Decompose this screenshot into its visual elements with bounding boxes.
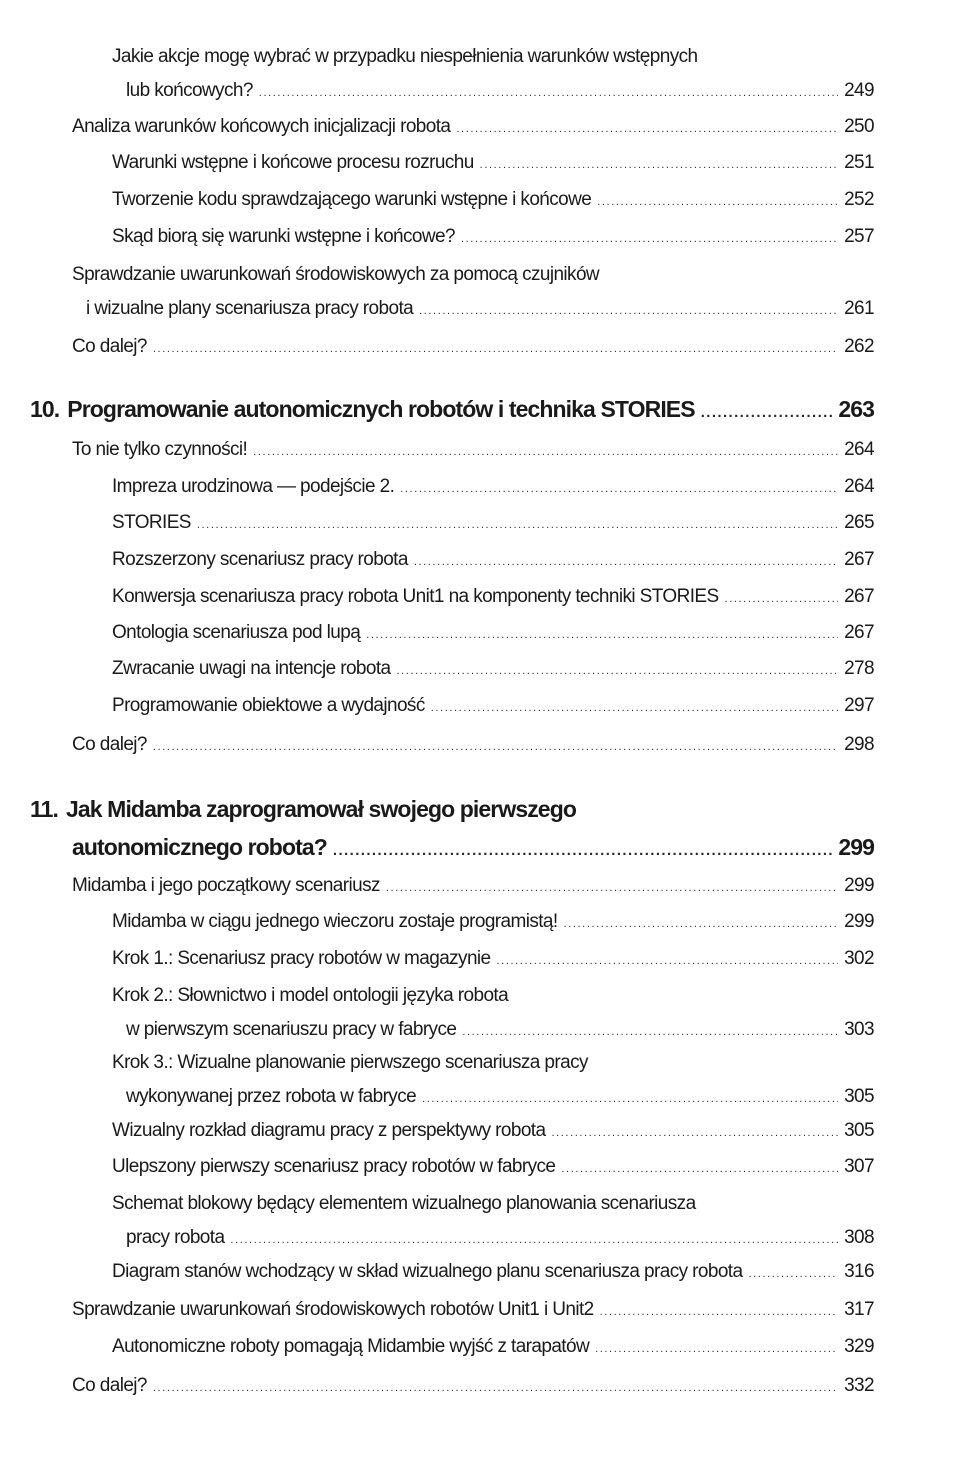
toc-entry-line [112, 580, 874, 614]
toc-entry-title: Krok 1.: Scenariusz pracy robotów w magazynie [112, 948, 491, 969]
page-number: 307 [844, 1156, 874, 1177]
page-number: 264 [844, 476, 874, 497]
dot-leader [333, 832, 832, 870]
toc-entry [112, 183, 874, 217]
toc-entry [112, 616, 874, 650]
toc-entry [112, 580, 874, 614]
toc-entry-line [112, 506, 874, 540]
page-number: 317 [844, 1299, 874, 1320]
toc-entry [112, 979, 874, 1047]
toc-entry [72, 110, 874, 144]
toc-entry [112, 40, 874, 108]
toc-entry-title: Rozszerzony scenariusz pracy robota [112, 549, 408, 570]
dot-leader [230, 1223, 838, 1257]
toc-entry-line [72, 869, 874, 903]
dot-leader [564, 907, 839, 941]
chapter-title: autonomicznego robota? [72, 834, 327, 860]
toc-entry-title: Krok 2.: Słownictwo i model ontologii języka robota [112, 985, 509, 1006]
toc-entry-title: Schemat blokowy będący elementem wizualnego planowania scenariusza [112, 1193, 696, 1214]
page-number: 298 [844, 734, 874, 755]
chapter-number: 11. [30, 796, 59, 822]
dot-leader [153, 332, 838, 366]
page-number: 250 [844, 116, 874, 137]
dot-leader [422, 1082, 838, 1116]
chapter-heading-line [30, 790, 874, 828]
toc-entry-line [112, 979, 874, 1013]
dot-leader [497, 944, 839, 978]
toc-entry-line [112, 1150, 874, 1184]
toc-entry-title: Midamba w ciągu jednego wieczoru zostaje programistą! [112, 911, 558, 932]
page-number: 332 [844, 1375, 874, 1396]
toc-entry [72, 258, 874, 326]
toc-entry-line [112, 183, 874, 217]
dot-leader [456, 112, 838, 146]
toc-entry-line [112, 1221, 874, 1255]
page-number: 299 [844, 875, 874, 896]
page-number: 299 [838, 834, 874, 860]
toc-entry-title: Zwracanie uwagi na intencje robota [112, 658, 391, 679]
toc-entry-line [112, 1080, 874, 1114]
dot-leader [153, 1371, 838, 1405]
dot-leader [600, 1295, 838, 1329]
toc-entry-title: Tworzenie kodu sprawdzającego warunki wstępne i końcowe [112, 189, 592, 210]
toc-entry [112, 942, 874, 976]
toc-entry [112, 1187, 874, 1255]
page-number: 302 [844, 948, 874, 969]
toc-entry-line [112, 1187, 874, 1221]
dot-leader [414, 545, 838, 579]
dot-leader [748, 1257, 838, 1291]
toc-entry-line [112, 1114, 874, 1148]
toc-entry-line [112, 942, 874, 976]
toc-entry [72, 728, 874, 762]
page-number: 251 [844, 152, 874, 173]
dot-leader [480, 148, 838, 182]
toc-entry-title: Konwersja scenariusza pracy robota Unit1 na komponenty techniki STORIES [112, 586, 719, 607]
toc-entry [112, 470, 874, 504]
dot-leader [397, 654, 839, 688]
toc-entry-line [72, 728, 874, 762]
dot-leader [595, 1332, 838, 1366]
toc-entry-line [72, 1369, 874, 1403]
toc-entry [112, 1330, 874, 1364]
dot-leader [461, 222, 838, 256]
toc-entry [112, 506, 874, 540]
dot-leader [561, 1152, 838, 1186]
dot-leader [366, 618, 838, 652]
page-number: 267 [844, 549, 874, 570]
page-number: 299 [844, 911, 874, 932]
toc-entry-title: Ontologia scenariusza pod lupą [112, 622, 361, 643]
toc-entry-title: Co dalej? [72, 336, 147, 357]
toc-entry-line [112, 652, 874, 686]
toc-entry-title: Sprawdzanie uwarunkowań środowiskowych robotów Unit1 i Unit2 [72, 1299, 594, 1320]
toc-entry-line [72, 433, 874, 467]
page-number: 252 [844, 189, 874, 210]
chapter-title: Jak Midamba zaprogramował swojego pierwszego [66, 796, 577, 822]
toc-entry-title: pracy robota [126, 1227, 225, 1248]
toc-entry-title: Wizualny rozkład diagramu pracy z perspektywy robota [112, 1120, 546, 1141]
chapter-heading [30, 790, 874, 866]
page-number: 265 [844, 512, 874, 533]
page-number: 305 [844, 1086, 874, 1107]
toc-entry-title: i wizualne plany scenariusza pracy robota [86, 298, 414, 319]
toc-entry-line [112, 543, 874, 577]
toc-entry-title: Impreza urodzinowa — podejście 2. [112, 476, 395, 497]
toc-entry-title: Ulepszony pierwszy scenariusz pracy robotów w fabryce [112, 1156, 556, 1177]
toc-entry [72, 433, 874, 467]
toc-entry [112, 1150, 874, 1184]
page-number: 305 [844, 1120, 874, 1141]
toc-entry [112, 146, 874, 180]
dot-leader [259, 76, 838, 110]
dot-leader [551, 1116, 838, 1150]
toc-entry-title: wykonywanej przez robota w fabryce [126, 1086, 417, 1107]
chapter-heading-line [30, 828, 874, 866]
dot-leader [400, 472, 838, 506]
page-number: 267 [844, 622, 874, 643]
page-number: 308 [844, 1227, 874, 1248]
page-number: 257 [844, 226, 874, 247]
toc-entry-line [72, 292, 874, 326]
page-number: 316 [844, 1261, 874, 1282]
chapter-heading-line [30, 390, 874, 428]
toc-entry-title: Autonomiczne roboty pomagają Midambie wyjść z tarapatów [112, 1336, 590, 1357]
dot-leader [197, 508, 838, 542]
page-number: 263 [838, 396, 874, 422]
toc-entry [112, 1046, 874, 1114]
toc-entry [112, 689, 874, 723]
page-number: 249 [844, 80, 874, 101]
page-number: 264 [844, 439, 874, 460]
toc-entry-line [112, 470, 874, 504]
toc-entry [112, 1255, 874, 1289]
toc-entry-title: Programowanie obiektowe a wydajność [112, 695, 425, 716]
toc-entry-title: Co dalej? [72, 734, 147, 755]
toc-entry-line [112, 1013, 874, 1047]
dot-leader [153, 730, 838, 764]
page-number: 262 [844, 336, 874, 357]
chapter-title: Programowanie autonomicznych robotów i technika STORIES [67, 396, 695, 422]
page-number: 297 [844, 695, 874, 716]
dot-leader [597, 185, 838, 219]
toc-entry-title: Sprawdzanie uwarunkowań środowiskowych za pomocą czujników [72, 264, 600, 285]
toc-entry-title: Jakie akcje mogę wybrać w przypadku niespełnienia warunków wstępnych [112, 46, 698, 67]
toc-entry-line [112, 1330, 874, 1364]
toc-entry [72, 869, 874, 903]
toc-entry-line [72, 1293, 874, 1327]
chapter-number: 10. [30, 396, 60, 422]
chapter-heading [30, 390, 874, 428]
dot-leader [462, 1015, 838, 1049]
toc-entry-title: lub końcowych? [126, 80, 253, 101]
toc-entry-title: Warunki wstępne i końcowe procesu rozruchu [112, 152, 474, 173]
page-number: 261 [844, 298, 874, 319]
toc-entry [112, 905, 874, 939]
toc-entry-line [112, 616, 874, 650]
toc-entry-title: Co dalej? [72, 1375, 147, 1396]
dot-leader [386, 871, 838, 905]
toc-entry-line [112, 1046, 874, 1080]
toc-entry-line [112, 1255, 874, 1289]
page-number: 278 [844, 658, 874, 679]
toc-entry-title: STORIES [112, 512, 191, 533]
toc-entry-title: Diagram stanów wchodzący w skład wizualnego planu scenariusza pracy robota [112, 1261, 743, 1282]
toc-entry-title: Skąd biorą się warunki wstępne i końcowe? [112, 226, 455, 247]
page-number: 329 [844, 1336, 874, 1357]
toc-entry-line [112, 689, 874, 723]
toc-entry [72, 1293, 874, 1327]
toc-entry [112, 652, 874, 686]
dot-leader [419, 294, 838, 328]
dot-leader [725, 582, 839, 616]
toc-entry-line [112, 146, 874, 180]
toc-entry-title: To nie tylko czynności! [72, 439, 248, 460]
toc-entry-title: Analiza warunków końcowych inicjalizacji robota [72, 116, 451, 137]
toc-entry-line [72, 330, 874, 364]
page-number: 267 [844, 586, 874, 607]
dot-leader [431, 691, 838, 725]
toc-entry-line [112, 40, 874, 74]
toc-entry-line [72, 110, 874, 144]
dot-leader [701, 394, 833, 432]
dot-leader [253, 435, 838, 469]
toc-entry-title: w pierwszym scenariuszu pracy w fabryce [126, 1019, 457, 1040]
toc-entry-line [112, 905, 874, 939]
toc-entry [112, 543, 874, 577]
toc-entry-title: Midamba i jego początkowy scenariusz [72, 875, 380, 896]
toc-entry [112, 1114, 874, 1148]
page-number: 303 [844, 1019, 874, 1040]
toc-entry-line [112, 220, 874, 254]
toc-entry-line [72, 258, 874, 292]
toc-entry-line [112, 74, 874, 108]
toc-entry [112, 220, 874, 254]
toc-entry-title: Krok 3.: Wizualne planowanie pierwszego scenariusza pracy [112, 1052, 588, 1073]
toc-entry [72, 1369, 874, 1403]
toc-entry [72, 330, 874, 364]
